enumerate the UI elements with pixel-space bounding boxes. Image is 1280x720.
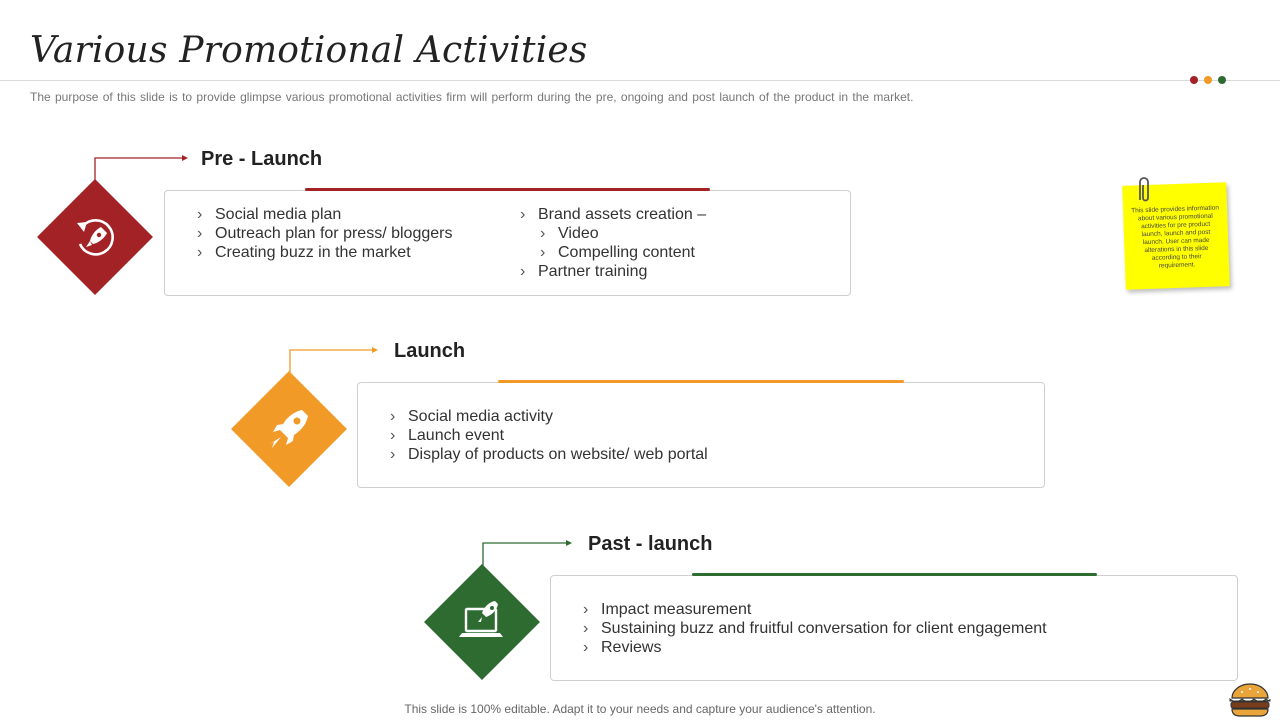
list-item: › Brand assets creation – xyxy=(520,205,706,224)
burger-icon xyxy=(1226,680,1274,720)
footer-text: This slide is 100% editable. Adapt it to your needs and capture your audience's attention. xyxy=(404,702,876,716)
rocket-icon xyxy=(259,399,319,459)
post-launch-accent-bar xyxy=(692,573,1097,576)
post-launch-list xyxy=(583,600,1047,657)
launch-list xyxy=(390,407,708,464)
list-item: › Creating buzz in the market xyxy=(197,243,452,262)
list-item: › Partner training xyxy=(520,262,706,281)
list-subitem: › Video xyxy=(540,224,706,243)
paperclip-icon xyxy=(1134,176,1154,206)
page-subtitle: The purpose of this slide is to provide glimpse various promotional activities firm will perform during the pre, ongoing and post launch of the product in the market. xyxy=(30,90,914,104)
list-item: › Social media plan xyxy=(197,205,452,224)
pre-launch-accent-bar xyxy=(305,188,710,191)
list-subitem: › Compelling content xyxy=(540,243,706,262)
launch-connector xyxy=(285,342,385,378)
launch-accent-bar xyxy=(498,380,904,383)
post-launch-connector xyxy=(478,535,578,571)
laptop-rocket-icon xyxy=(452,592,512,652)
green-dot xyxy=(1218,76,1226,84)
list-item: › Outreach plan for press/ bloggers xyxy=(197,224,452,243)
orange-dot xyxy=(1204,76,1212,84)
page-title: Various Promotional Activities xyxy=(30,30,588,71)
pre-launch-connector xyxy=(90,150,190,186)
launch-title: Launch xyxy=(394,340,466,362)
list-item: › Reviews xyxy=(583,638,1047,657)
refresh-rocket-icon xyxy=(65,207,125,267)
pre-launch-title: Pre - Launch xyxy=(201,148,323,170)
post-launch-title: Past - launch xyxy=(588,533,713,555)
red-dot xyxy=(1190,76,1198,84)
list-item: › Social media activity xyxy=(390,407,708,426)
list-item: › Display of products on website/ web portal xyxy=(390,445,708,464)
decorative-dots xyxy=(1190,76,1226,84)
title-divider xyxy=(0,80,1280,81)
list-item: › Impact measurement xyxy=(583,600,1047,619)
pre-launch-list-left xyxy=(197,205,452,262)
list-item: › Sustaining buzz and fruitful conversation for client engagement xyxy=(583,619,1047,638)
list-item: › Launch event xyxy=(390,426,708,445)
pre-launch-list-right xyxy=(520,205,706,281)
sticky-note: This slide provides information about various promotional activities for pre product launch, launch and post launch. User can made alterations in this slide according to their requirement. xyxy=(1122,182,1230,290)
